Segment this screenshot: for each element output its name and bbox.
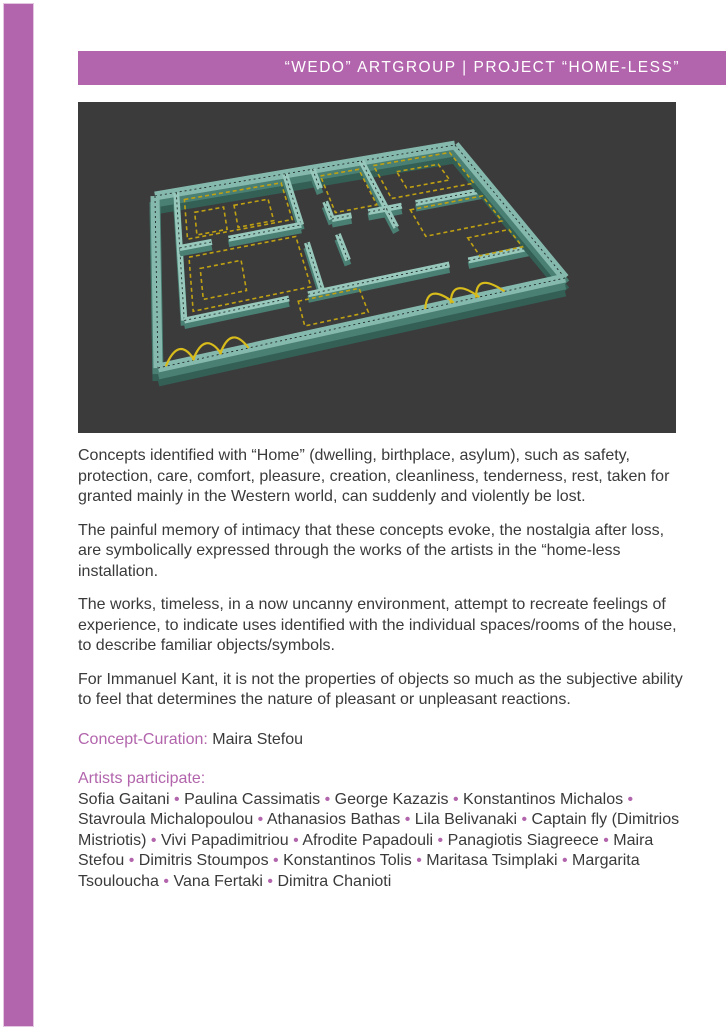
bullet-separator: • (517, 811, 532, 828)
artist-name: Paulina Cassimatis (184, 790, 321, 808)
artist-name: Dimitris Stoumpos (138, 852, 269, 869)
bullet-separator: • (433, 831, 448, 849)
artist-name: Vana Fertaki (173, 872, 263, 890)
bullet-separator: • (146, 831, 161, 849)
bullet-separator: • (158, 872, 174, 890)
artist-name: Sofia Gaitani (78, 790, 170, 808)
concept-curation-label: Concept-Curation: (78, 730, 208, 748)
concept-curation-line (78, 730, 684, 751)
bullet-separator: • (411, 852, 427, 869)
artists-block (78, 769, 684, 892)
header-bar (78, 51, 726, 85)
bullet-separator: • (448, 790, 464, 808)
artist-name: Stavroula Michalopoulou (78, 811, 254, 828)
page-title: “WEDO” ARTGROUP | PROJECT “HOME-LESS” (284, 59, 680, 76)
artist-name: Afrodite Papadouli (302, 831, 434, 849)
bullet-separator: • (268, 852, 284, 869)
artist-name: Vivi Papadimitriou (160, 831, 289, 849)
bullet-separator: • (320, 790, 335, 808)
artist-name: Konstantinos Tolis (283, 852, 412, 869)
bullet-separator: • (598, 831, 614, 849)
artist-name: Margarita Tsouloucha (78, 852, 640, 890)
artist-name: Dimitra Chanioti (277, 872, 392, 890)
paragraph-concepts: Concepts identified with “Home” (dwelling, birthplace, asylum), such as safety, protection, care, comfort, pleasure, creation, cleanliness, tenderness, rest, taken for granted mainly in the Western world, can suddenly and violently be lost. (78, 447, 670, 505)
floorplan-svg (78, 102, 676, 433)
bullet-separator: • (262, 872, 278, 890)
bullet-separator: • (124, 852, 139, 869)
artist-name: Maritasa Tsimplaki (426, 852, 558, 869)
artist-name: Maira Stefou (78, 831, 654, 869)
artist-name: Athanasios Bathas (266, 811, 401, 828)
artist-name: Panagiotis Siagreece (447, 831, 599, 849)
bullet-separator: • (253, 811, 267, 828)
page-content (78, 0, 728, 892)
paragraph-memory: The painful memory of intimacy that these concepts evoke, the nostalgia after loss, are symbolically expressed through the works of the artists in the “home-less installation. (78, 521, 665, 580)
artist-name: George Kazazis (334, 790, 449, 808)
artist-name: Konstantinos Michalos (463, 790, 624, 808)
artist-name: Captain fly (Dimitrios Mistriotis) (78, 811, 680, 849)
floorplan-render (78, 102, 676, 433)
bullet-separator: • (288, 831, 303, 849)
bullet-separator: • (400, 811, 415, 828)
artists-list (78, 791, 679, 890)
artists-label: Artists participate: (78, 770, 206, 787)
bullet-separator: • (623, 790, 634, 808)
concept-curation-value: Maira Stefou (212, 730, 304, 748)
paragraph-kant: For Immanuel Kant, it is not the properties of objects so much as the subjective ability to feel that determines the nature of pleasant or unpleasant reactions. (78, 670, 683, 708)
paragraph-works: The works, timeless, in a now uncanny environment, attempt to recreate feelings of experience, to indicate uses identified with the individual spaces/rooms of the house, to describe familiar objects/symbols. (78, 596, 677, 654)
left-accent-stripe (3, 3, 34, 1027)
bullet-separator: • (169, 790, 185, 808)
artist-name: Lila Belivanaki (414, 811, 518, 828)
bullet-separator: • (557, 852, 573, 869)
